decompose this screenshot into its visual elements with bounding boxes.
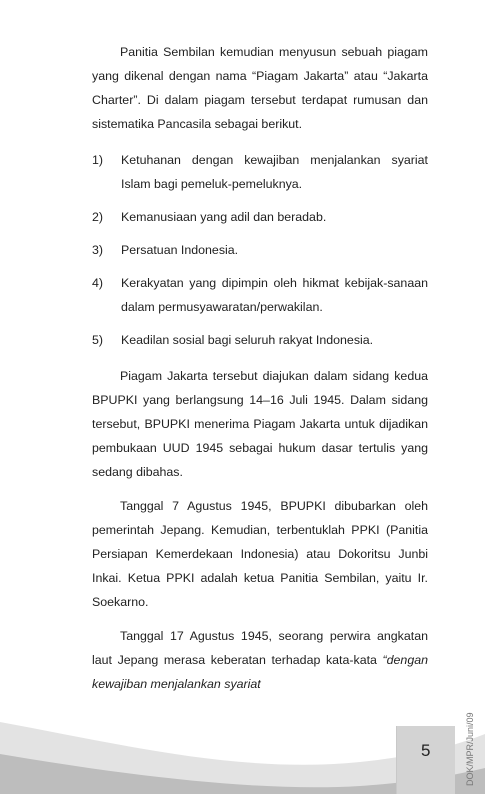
list-item [92,148,428,196]
paragraph-piagam-intro: Panitia Sembilan kemudian menyusun sebuah piagam yang dikenal dengan nama “Piagam Jakarta” atau “Jakarta Charter”. Di dalam piagam tersebut terdapat rumusan dan sistematika Pancasila sebagai berikut. [92,45,428,131]
page-number: 5 [421,741,431,760]
paragraph-sidang-bpupki: Piagam Jakarta tersebut diajukan dalam sidang kedua BPUPKI yang berlangsung 14–16 Juli 1945. Dalam sidang tersebut, BPUPKI menerima Piagam Jakarta untuk dijadikan pembukaan UUD 1945 sebagai hukum dasar tertulis yang sedang dibahas. [92,369,428,479]
list-item-text: Kerakyatan yang dipimpin oleh hikmat kebijak-sanaan dalam permusyawaratan/perwakilan. [121,276,428,314]
list-item [92,328,428,352]
list-item-number: 2) [92,210,104,224]
list-item [92,238,428,262]
list-item-text: Persatuan Indonesia. [121,243,239,257]
list-item [92,271,428,319]
paragraph-text: Tanggal 17 Agustus 1945, seorang perwira angkatan laut Jepang merasa keberatan terhadap kata-kata [92,629,428,667]
list-item-text: Keadilan sosial bagi seluruh rakyat Indonesia. [121,333,374,347]
list-item-number: 4) [92,276,104,290]
list-item-number: 1) [92,153,104,167]
list-item [92,205,428,229]
list-item-text: Kemanusiaan yang adil dan beradab. [121,210,327,224]
pancasila-list [92,148,428,352]
paragraph-pembentukan-ppki: Tanggal 7 Agustus 1945, BPUPKI dibubarkan oleh pemerintah Jepang. Kemudian, terbentuklah PPKI (Panitia Persiapan Kemerdekaan Indonesia) atau Dokoritsu Junbi Inkai. Ketua PPKI adalah ketua Panitia Sembilan, yaitu Ir. Soekarno. [92,499,428,609]
document-code: DOK/MPR/Juni/09 [465,712,475,786]
list-item-number: 5) [92,333,104,347]
page-content [92,40,428,696]
list-item-text: Ketuhanan dengan kewajiban menjalankan syariat Islam bagi pemeluk-pemeluknya. [121,153,428,191]
list-item-number: 3) [92,243,104,257]
quoted-phrase: “dengan kewajiban menjalankan syariat [92,653,428,691]
